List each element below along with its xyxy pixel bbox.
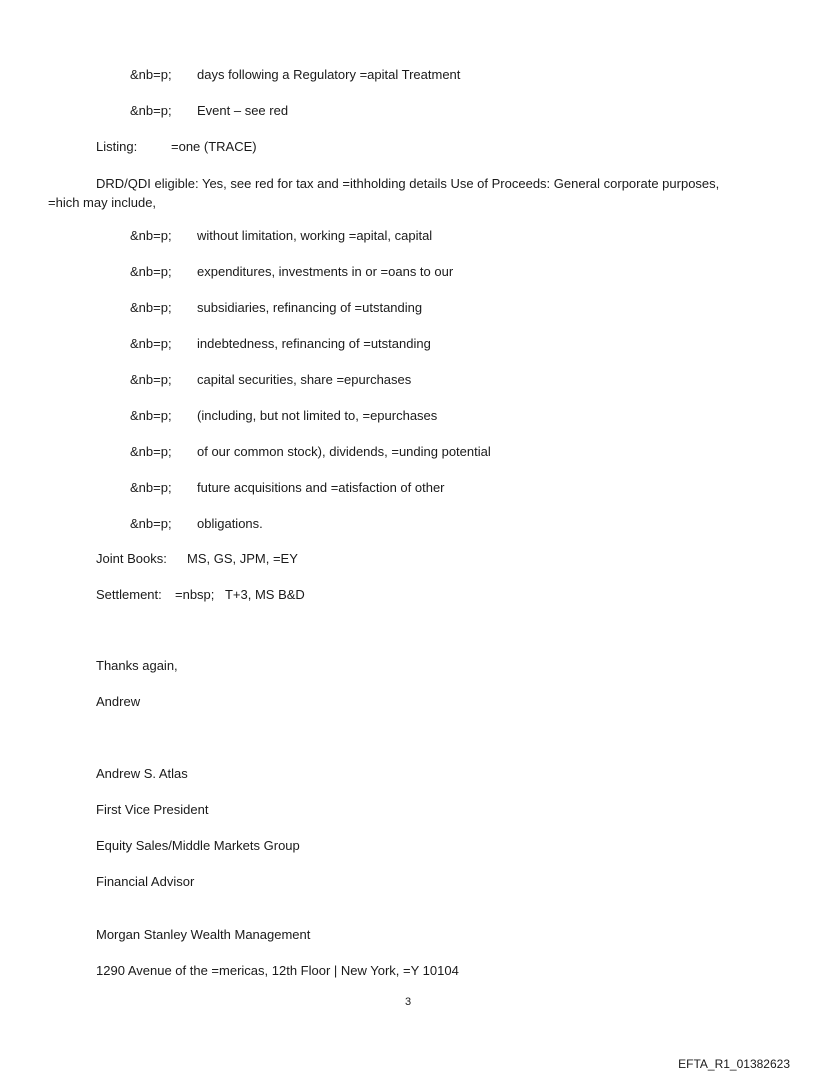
document-id: EFTA_R1_01382623 — [678, 1057, 790, 1071]
list-item: capital securities, share =epurchases — [197, 372, 412, 387]
list-item: (including, but not limited to, =epurchases — [197, 408, 438, 423]
list-item: indebtedness, refinancing of =utstanding — [197, 336, 431, 351]
list-marker: &nb=p; — [130, 408, 172, 423]
list-marker: &nb=p; — [130, 67, 172, 82]
list-item: days following a Regulatory =apital Treatment — [197, 67, 461, 82]
list-item: expenditures, investments in or =oans to our — [197, 264, 454, 279]
list-marker: &nb=p; — [130, 228, 172, 243]
listing-label: Listing: — [96, 139, 138, 154]
list-marker: &nb=p; — [130, 516, 172, 531]
closing-thanks: Thanks again, — [96, 658, 178, 673]
list-marker: &nb=p; — [130, 372, 172, 387]
drd-paragraph: DRD/QDI eligible: Yes, see red for tax and =ithholding details Use of Proceeds: General corporate purposes, =hich may include, — [48, 176, 720, 210]
list-marker: &nb=p; — [130, 444, 172, 459]
page-number: 3 — [404, 996, 412, 1008]
list-item: subsidiaries, refinancing of =utstanding — [197, 300, 423, 315]
signature-company: Morgan Stanley Wealth Management — [96, 927, 311, 942]
joint-books-value: MS, GS, JPM, =EY — [187, 551, 298, 566]
list-marker: &nb=p; — [130, 336, 172, 351]
list-item: of our common stock), dividends, =unding potential — [197, 444, 491, 459]
list-item: Event – see red — [197, 103, 289, 118]
list-marker: &nb=p; — [130, 300, 172, 315]
joint-books-label: Joint Books: — [96, 551, 167, 566]
settlement-label: Settlement: — [96, 587, 162, 602]
signature-name: Andrew S. Atlas — [96, 766, 188, 781]
list-item: without limitation, working =apital, capital — [197, 228, 433, 243]
list-item: obligations. — [197, 516, 263, 531]
settlement-value: =nbsp; T+3, MS B&D — [175, 587, 305, 602]
signature-group: Equity Sales/Middle Markets Group — [96, 838, 300, 853]
list-item: future acquisitions and =atisfaction of other — [197, 480, 445, 495]
signature-address: 1290 Avenue of the =mericas, 12th Floor | New York, =Y 10104 — [96, 963, 459, 978]
closing-name: Andrew — [96, 694, 141, 709]
list-marker: &nb=p; — [130, 264, 172, 279]
list-marker: &nb=p; — [130, 103, 172, 118]
signature-title: First Vice President — [96, 802, 209, 817]
list-marker: &nb=p; — [130, 480, 172, 495]
signature-role: Financial Advisor — [96, 874, 195, 889]
listing-value: =one (TRACE) — [171, 139, 257, 154]
